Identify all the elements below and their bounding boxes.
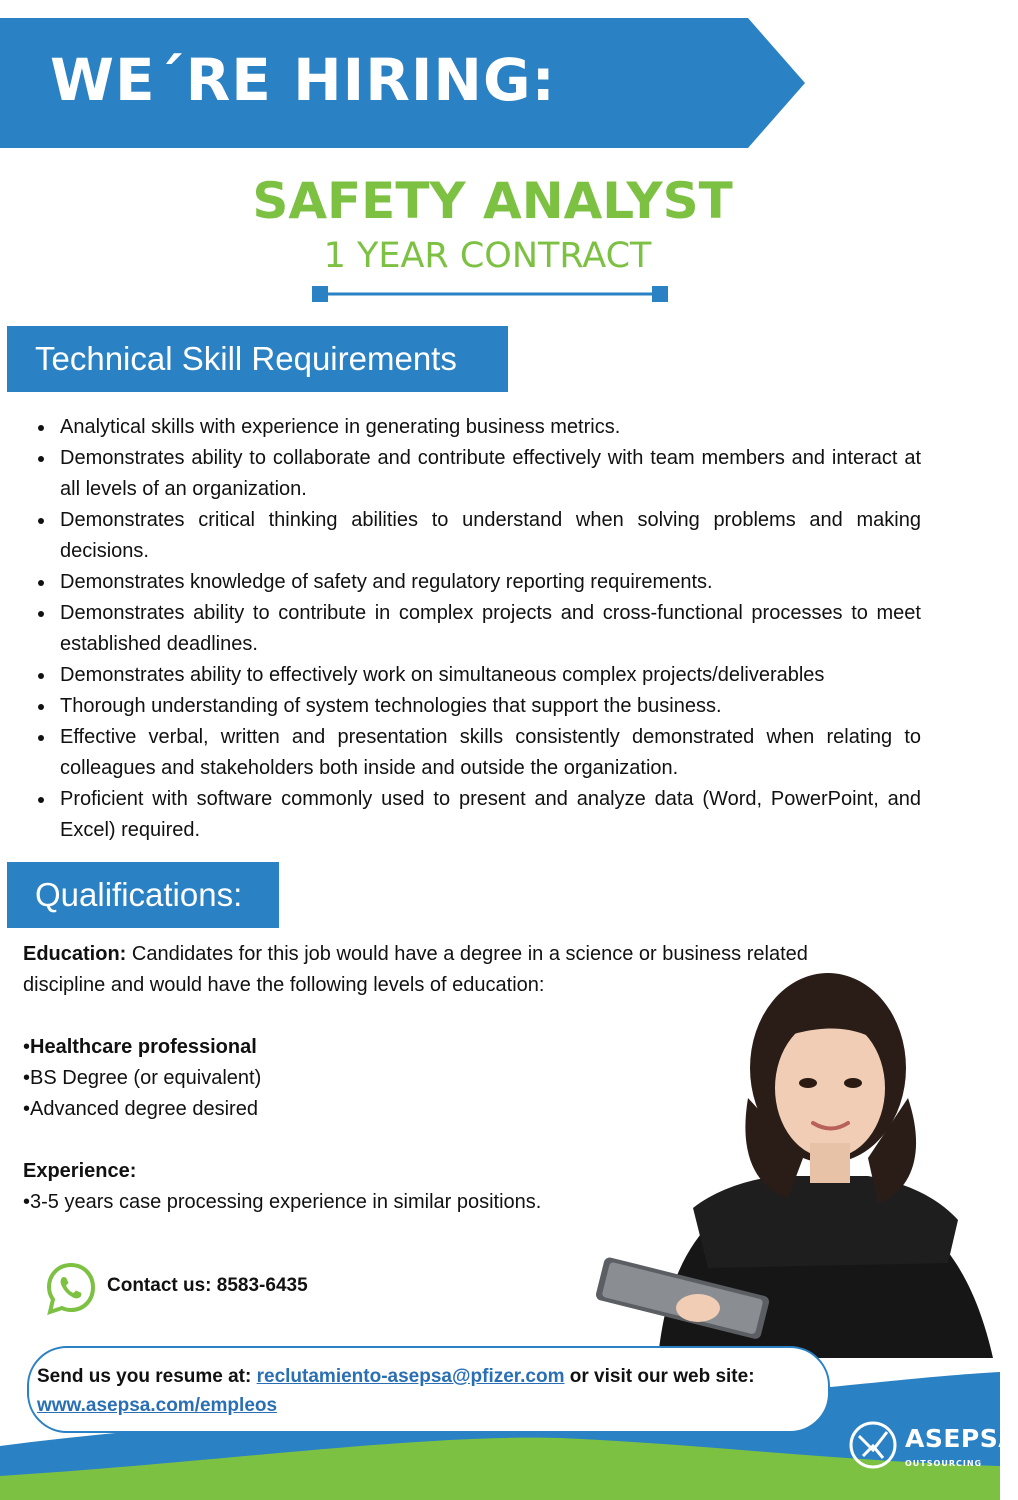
qualifications-heading: Qualifications: (7, 862, 279, 928)
hiring-banner (0, 18, 805, 148)
resume-submission-box (27, 1346, 830, 1433)
job-title: SAFETY ANALYST (252, 172, 733, 230)
education-label: Education: (23, 943, 127, 965)
education-text: Candidates for this job would have a degree in a science or business related discipline and would have the following levels of education: (23, 943, 808, 996)
professional-woman-photo (598, 958, 1000, 1358)
skill-item: Effective verbal, written and presentation skills consistently demonstrated when relating to colleagues and stakeholders both inside and outside the organization. (60, 722, 921, 784)
job-contract-type: 1 YEAR CONTRACT (323, 236, 652, 276)
skill-item: Thorough understanding of system technologies that support the business. (60, 691, 921, 722)
skill-item: Demonstrates ability to collaborate and contribute effectively with team members and interact at all levels of an organization. (60, 443, 921, 505)
resume-middle-text: or visit our web site: (564, 1366, 755, 1387)
education-item: •BS Degree (or equivalent) (23, 1067, 262, 1089)
skill-item: Proficient with software commonly used to present and analyze data (Word, PowerPoint, and Excel) required. (60, 784, 921, 846)
logo-name: ASEPSA (905, 1424, 1018, 1453)
resume-prefix-text: Send us you resume at: (37, 1366, 257, 1387)
banner-title: WE´RE HIRING: (50, 46, 556, 114)
contact-phone: Contact us: 8583-6435 (107, 1275, 308, 1296)
experience-label: Experience: (23, 1160, 137, 1182)
skill-item: Demonstrates critical thinking abilities to understand when solving problems and making decisions. (60, 505, 921, 567)
experience-item: •3-5 years case processing experience in similar positions. (23, 1191, 542, 1213)
whatsapp-icon[interactable] (45, 1262, 97, 1317)
title-divider (312, 285, 668, 303)
education-item: •Advanced degree desired (23, 1098, 258, 1120)
skill-item: Demonstrates ability to effectively work on simultaneous complex projects/deliverables (60, 660, 921, 691)
website-link[interactable]: www.asepsa.com/empleos (37, 1395, 278, 1416)
logo-tagline: OUTSOURCING (905, 1459, 983, 1468)
skills-list (60, 412, 921, 846)
skill-item: Demonstrates knowledge of safety and regulatory reporting requirements. (60, 567, 921, 598)
email-link[interactable]: reclutamiento-asepsa@pfizer.com (256, 1366, 565, 1387)
skills-heading: Technical Skill Requirements (7, 326, 508, 392)
skill-item: Analytical skills with experience in generating business metrics. (60, 412, 921, 443)
skill-item: Demonstrates ability to contribute in complex projects and cross-functional processes to meet established deadlines. (60, 598, 921, 660)
education-item: •Healthcare professional (23, 1036, 257, 1058)
